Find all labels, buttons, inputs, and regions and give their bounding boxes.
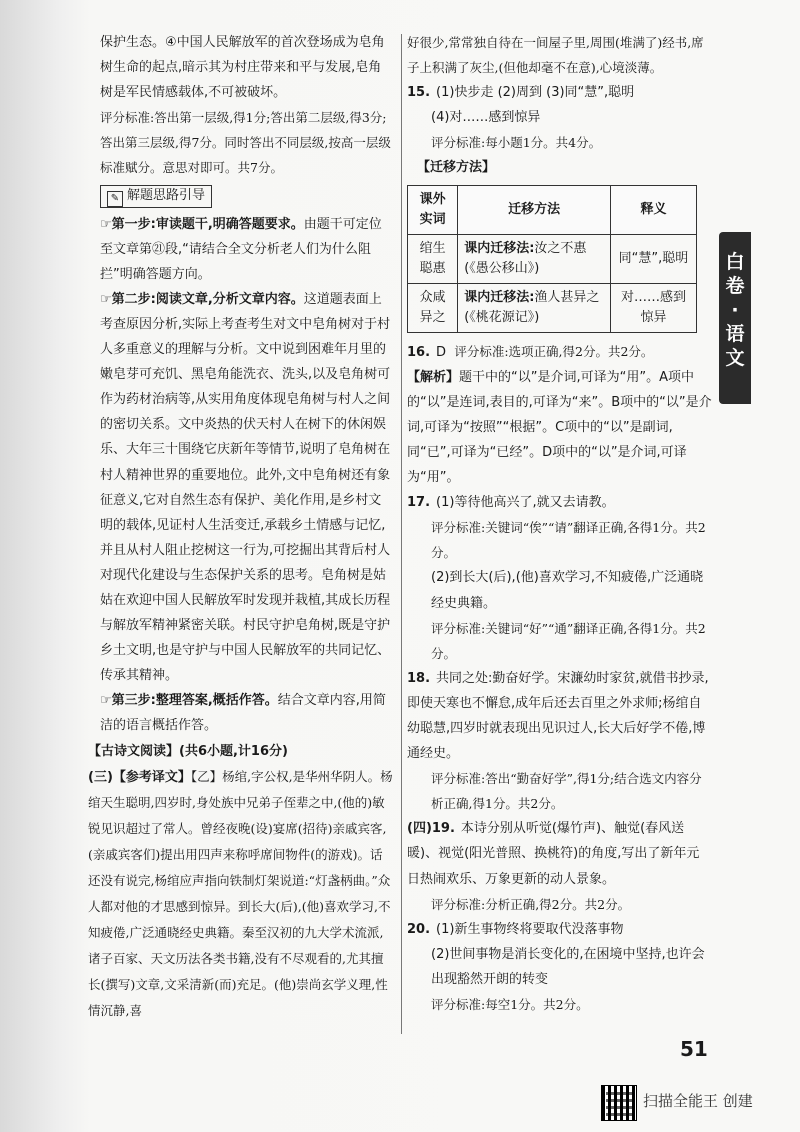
scoring-criteria: 评分标准:答出第一层级,得1分;答出第二层级,得3分;答出第三层级,得7分。同时答出不同层级,按高一层级标准赋分。意思对即可。共7分。 [100, 110, 391, 176]
left-column [88, 30, 394, 1025]
table-row [408, 234, 697, 283]
translation: (三)【参考译文】【乙】杨绾,字公权,是华州华阴人。杨绾天生聪明,四岁时,身处族中兄弟子侄辈之中,(他的)敏锐见识超过了常人。曾经夜晚(设)宴席(招待)亲戚宾客,(亲戚宾客们)提出用四声来称呼席间物件(的游戏)。话还没有说完,杨绾应声指向铁制灯架说道:“灯盏柄曲。”众人都对他的才思感到惊异。到长大(后),(他)喜欢学习,不知疲倦,广泛通晓经史典籍。秦至汉初的九大学术流派,诸子百家、天文历法各类书籍,没有不尽观看的,尤其擅长(撰写)文章,文采清新(而)充足。(他)崇尚玄学义理,性情沉静,喜 [88, 768, 393, 1019]
table-row [408, 283, 697, 332]
subject-side-tab: 白 卷 · 语 文 [719, 232, 751, 404]
page-number: 51 [680, 1037, 708, 1061]
step-two: ☞第二步:阅读文章,分析文章内容。这道题表面上考查原因分析,实际上考查考生对文中皂角树对于村人多重意义的理解与分析。文中说到困难年月里的嫩皂芽可充饥、黑皂角能洗衣、洗头,以及皂角树可作为药材治病等,从实用角度体现皂角树与村人之间的密切关系。文中炎热的伏天村人在树下的休闲娱乐、大年三十围绕它庆新年等情节,说明了皂角树在村人精神世界的重要地位。此外,文中皂角树还有象征意义,它对自然生态有保护、美化作用,是乡村文明的载体,见证村人生活变迁,承载乡土情感与记忆,并且从村人阻止挖树这一行为,可挖掘出其背后村人对现代化建设与生态保护关系的思考。皂角树是姑姑在欢迎中国人民解放军时发现并栽植,其成长历程与解放军精神紧密关联。村民守护皂角树,既是守护乡土文明,也是守护与中国人民解放军的共同记忆、传承其精神。 [100, 291, 391, 684]
question-16: 16. D 评分标准:选项正确,得2分。共2分。 [407, 343, 654, 360]
q20-answer2: (2)世间事物是消长变化的,在困境中坚持,也许会出现豁然开朗的转变 [431, 946, 705, 987]
right-column [407, 30, 712, 1017]
answer-paragraph: 保护生态。④中国人民解放军的首次登场成为皂角树生命的起点,暗示其为村庄带来和平与发展,皂角树是军民情感载体,不可被破坏。 [100, 35, 385, 101]
table-header: 课外实词 [408, 185, 458, 234]
table-cell: 绾生聪惠 [408, 234, 458, 283]
table-header: 释义 [610, 185, 696, 234]
q17-score2: 评分标准:关键词“好”“通”翻译正确,各得1分。共2分。 [431, 620, 706, 661]
table-header-row [408, 185, 697, 234]
table-cell: 对……感到惊异 [610, 283, 696, 332]
section-title: 【古诗文阅读】(共6小题,计16分) [88, 743, 288, 759]
q16-analysis: 【解析】题干中的“以”是介词,可译为“用”。A项中的“以”是连词,表目的,可译为“来”。B项中的“以”是介词,可译为“按照”“根据”。C项中的“以”是副词,同“已”,可译为“已经”。D项中的“以”是介词,可译为“用”。 [407, 369, 712, 486]
q15-score: 评分标准:每小题1分。共4分。 [431, 135, 602, 151]
qr-code-icon [601, 1085, 637, 1121]
column-divider [401, 34, 402, 1034]
table-cell: 课内迁移法:汝之不惠(《愚公移山》) [458, 234, 611, 283]
question-19: (四)19. 本诗分别从听觉(爆竹声)、触觉(春风送暖)、视觉(阳光普照、换桃符)的角度,写出了新年元日热闹欢乐、万象更新的动人景象。 [407, 821, 700, 887]
migration-table [407, 185, 697, 333]
step-three: ☞第三步:整理答案,概括作答。结合文章内容,用简洁的语言概括作答。 [100, 693, 386, 734]
pencil-icon: ✎ [107, 191, 123, 207]
question-17: 17. (1)等待他高兴了,就又去请教。 [407, 495, 615, 511]
q20-score: 评分标准:每空1分。共2分。 [431, 997, 589, 1012]
question-18: 18. 共同之处:勤奋好学。宋濂幼时家贫,就借书抄录,即使天寒也不懈怠,成年后还去百里之外求师;杨绾自幼聪慧,四岁时就表现出见识过人,长大后好学不倦,博通经史。 [407, 670, 709, 762]
table-cell: 众咸异之 [408, 283, 458, 332]
table-header: 迁移方法 [458, 185, 611, 234]
q17-answer2: (2)到长大(后),(他)喜欢学习,不知疲倦,广泛通晓经史典籍。 [431, 570, 704, 611]
step-one: ☞第一步:审读题干,明确答题要求。由题干可定位至文章第㉑段,“请结合全文分析老人们为什么阻拦”明确答题方向。 [100, 216, 382, 282]
guide-header: ✎ 解题思路引导 [100, 185, 212, 208]
question-15: 15. (1)快步走 (2)周到 (3)同“慧”,聪明 [407, 85, 635, 101]
q15-line2: (4)对……感到惊异 [431, 110, 541, 126]
table-cell: 同“慧”,聪明 [610, 234, 696, 283]
scanner-watermark: 扫描全能王 创建 [643, 1092, 753, 1110]
method-header: 【迁移方法】 [417, 160, 496, 176]
q17-score1: 评分标准:关键词“俟”“请”翻译正确,各得1分。共2分。 [431, 520, 706, 561]
table-cell: 课内迁移法:渔人甚异之(《桃花源记》) [458, 283, 611, 332]
q18-score: 评分标准:答出“勤奋好学”,得1分;结合选文内容分析正确,得1分。共2分。 [431, 771, 702, 812]
question-20: 20. (1)新生事物终将要取代没落事物 [407, 921, 624, 937]
q19-score: 评分标准:分析正确,得2分。共2分。 [431, 896, 631, 912]
translation-continued: 好很少,常常独自待在一间屋子里,周围(堆满了)经书,席子上积满了灰尘,(但他却毫不在意),心境淡薄。 [407, 35, 704, 76]
